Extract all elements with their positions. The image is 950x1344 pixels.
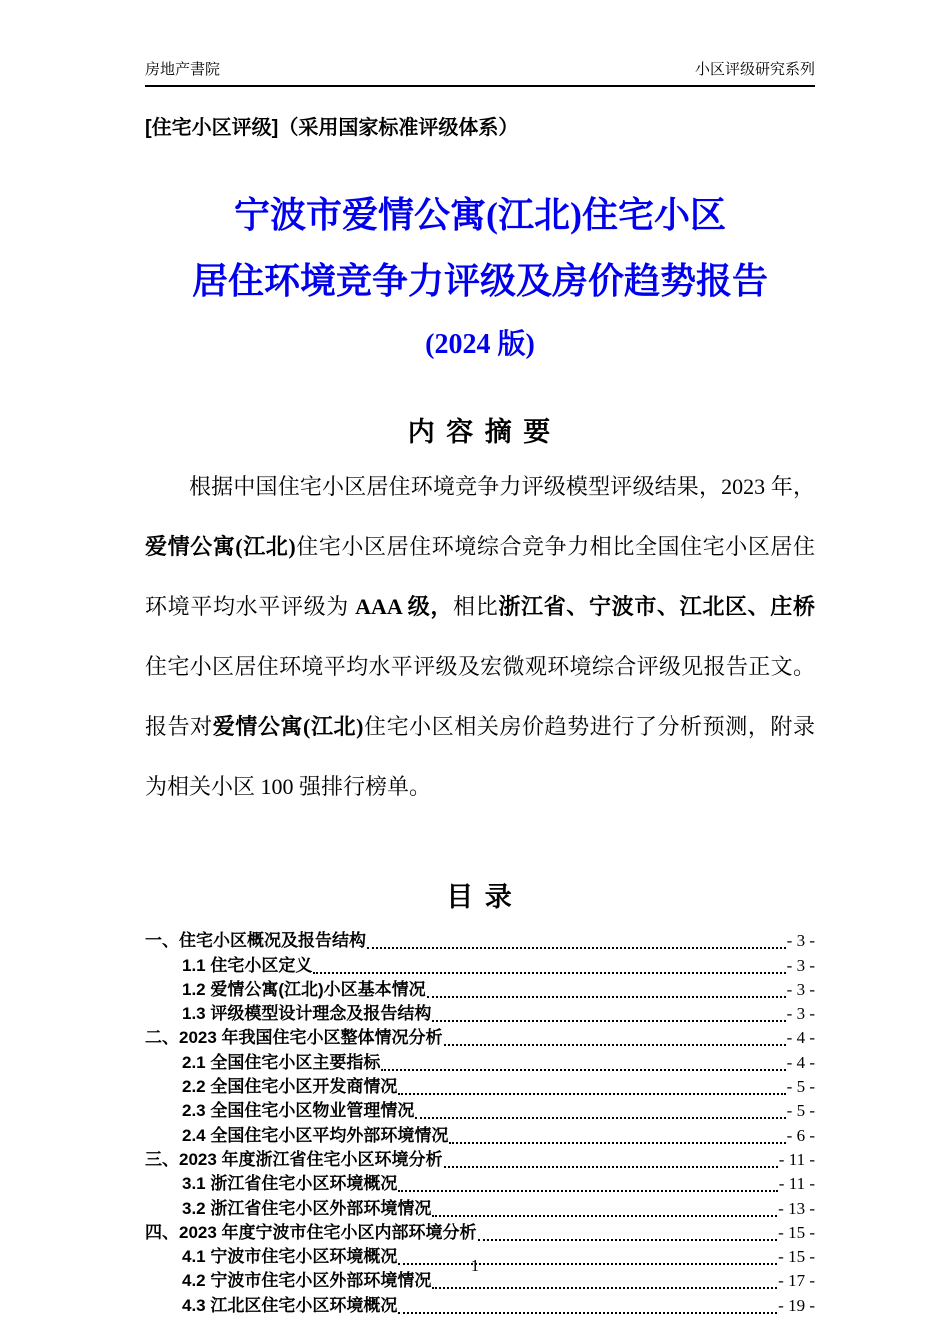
toc-entry [145,952,815,976]
toc-leader-dots [449,1139,785,1144]
toc-leader-dots [367,944,786,949]
toc-entry-label: 4.2 宁波市住宅小区外部环境情况 [182,1271,432,1291]
toc-entry [145,1074,815,1098]
toc-entry-page-number: - 3 - [786,979,815,999]
toc-entry-label: 3.1 浙江省住宅小区环境概况 [182,1174,398,1194]
page-header [145,58,815,87]
toc-entry-page-number: - 15 - [778,1247,815,1267]
toc-entry-label: 3.2 浙江省住宅小区外部环境情况 [182,1198,432,1218]
toc-entry [145,928,815,952]
toc-entry [145,1195,815,1219]
toc-entry-page-number: - 5 - [786,1101,815,1121]
report-title-line2: 居住环境竞争力评级及房价趋势报告 [191,261,768,301]
abstract-bold-segment: 爱情公寓(江北) [212,714,364,739]
toc-entry-label: 2.4 全国住宅小区平均外部环境情况 [182,1125,449,1145]
toc-entry-page-number: - 4 - [786,1028,815,1048]
page-footer [0,1256,950,1276]
abstract-text-segment: 住宅小区居住环境平均水平评级及宏微观环境综合评级见报告正文。报告对 [145,654,815,739]
report-title [145,182,815,368]
toc-leader-dots [381,1066,785,1071]
toc-entry-label: 2.2 全国住宅小区开发商情况 [182,1077,398,1097]
toc-entry-page-number: - 5 - [786,1077,815,1097]
toc-entry-label: 四、2023 年度宁波市住宅小区内部环境分析 [145,1222,477,1242]
toc-entry-label: 1.1 住宅小区定义 [182,955,313,975]
toc-leader-dots [478,1236,778,1241]
toc-leader-dots [432,1284,777,1289]
toc-entry [145,1025,815,1049]
abstract-text-segment: 相比 [453,594,499,619]
toc-entry-label: 1.3 评级模型设计理念及报告结构 [182,1004,432,1024]
abstract-text-segment: 根据中国住宅小区居住环境竞争力评级模型评级结果，2023 年， [189,474,815,499]
header-left-text: 房地产書院 [145,61,221,78]
abstract-bold-segment: 爱情公寓(江北) [145,534,296,559]
toc-entry-label: 4.3 江北区住宅小区环境概况 [182,1295,398,1315]
abstract-text-segment: 住宅小区相关房价趋势进行了分析预测，附录为相关小区 100 强排行榜单。 [145,714,815,799]
abstract-paragraph [145,457,815,817]
toc-leader-dots [444,1163,778,1168]
toc-entry [145,1147,815,1171]
toc-leader-dots [398,1187,777,1192]
toc-entry-page-number: - 6 - [786,1125,815,1145]
report-title-line1: 宁波市爱情公寓(江北)住宅小区 [234,195,726,235]
abstract-bold-segment: 浙江省、宁波市、江北区、庄桥 [498,594,815,619]
toc-entry [145,1292,815,1316]
toc-entry-label: 二、2023 年我国住宅小区整体情况分析 [145,1028,443,1048]
toc-entry-page-number: - 11 - [778,1149,815,1169]
toc-entry [145,1001,815,1025]
toc-entry-page-number: - 17 - [778,1271,815,1291]
toc-leader-dots [313,969,785,974]
abstract-heading: 内 容 摘 要 [407,417,553,447]
toc-leader-dots [398,1090,785,1095]
toc-entry-label: 4.1 宁波市住宅小区环境概况 [182,1247,398,1267]
toc-leader-dots [415,1114,785,1119]
rating-system-subtitle: [住宅小区评级]（采用国家标准评级体系） [145,117,519,139]
toc-entry [145,977,815,1001]
toc-entry-label: 一、住宅小区概况及报告结构 [145,931,366,951]
toc-entry [145,1171,815,1195]
toc-leader-dots [427,993,786,998]
page-number: 1 [470,1256,480,1275]
toc-entry-label: 三、2023 年度浙江省住宅小区环境分析 [145,1149,443,1169]
abstract-text-segment: 住宅小区居住环境综合竞争力相比全国住宅小区居住环境平均水平评级为 [145,534,815,619]
toc-leader-dots [432,1017,785,1022]
toc-entry [145,1098,815,1122]
toc-entry-label: 2.1 全国住宅小区主要指标 [182,1052,381,1072]
toc-entry-page-number: - 15 - [778,1222,815,1242]
toc-entry [145,1122,815,1146]
toc-entry [145,1049,815,1073]
toc-entry-page-number: - 3 - [786,931,815,951]
header-right-text: 小区评级研究系列 [694,61,815,78]
toc-entry-page-number: - 4 - [786,1052,815,1072]
toc-heading: 目 录 [446,882,514,912]
report-edition: (2024 版) [425,329,535,360]
toc-leader-dots [432,1212,777,1217]
toc-leader-dots [444,1041,786,1046]
toc-entry-label: 1.2 爱情公寓(江北)小区基本情况 [182,979,426,999]
toc-entry-page-number: - 19 - [778,1295,815,1315]
toc-entry-page-number: - 3 - [786,955,815,975]
toc-entry-page-number: - 13 - [778,1198,815,1218]
toc-entry [145,1220,815,1244]
abstract-bold-segment: AAA 级， [355,594,454,619]
toc-entry-page-number: - 11 - [778,1174,815,1194]
toc-leader-dots [398,1309,777,1314]
toc-entry-label: 2.3 全国住宅小区物业管理情况 [182,1101,415,1121]
toc-entry-page-number: - 3 - [786,1004,815,1024]
